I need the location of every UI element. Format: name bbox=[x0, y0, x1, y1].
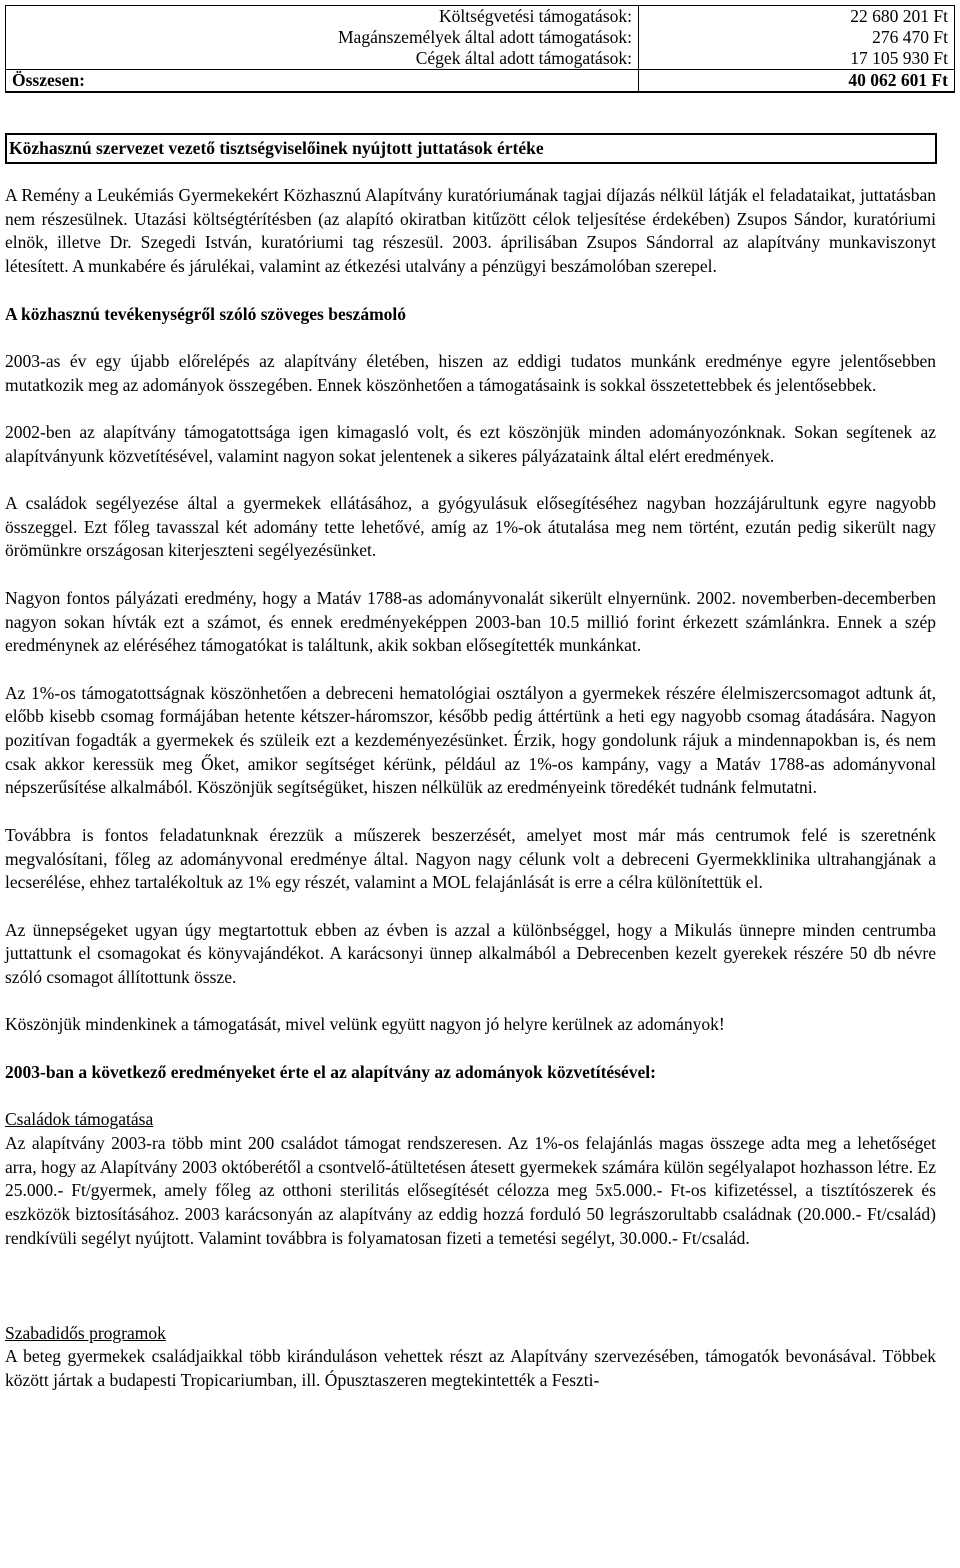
row-value: 276 470 Ft bbox=[639, 27, 955, 48]
report-paragraph: Nagyon fontos pályázati eredmény, hogy a Matáv 1788-as adományvonalát sikerült elnyernünk. 2002. novemberben-decemberben nagyon sokan hívták ezt a számot, és ennek eredményeképpen 2003-ban 10.5 millió forint érkezett számlánkra. Ennek a szép eredménynek az eléréséhez támogatókat is találtunk, akik sokban elősegítették munkánkat. bbox=[5, 587, 936, 656]
total-label: Összesen: bbox=[6, 70, 639, 93]
table-row bbox=[6, 6, 955, 28]
officer-benefits-heading: Közhasznú szervezet vezető tisztségviselőinek nyújtott juttatások értéke bbox=[5, 133, 937, 164]
table-row bbox=[6, 27, 955, 48]
results-heading: 2003-ban a következő eredményeket érte el az alapítvány az adományok közvetítésével: bbox=[5, 1061, 656, 1082]
table-row bbox=[6, 48, 955, 70]
report-paragraph: A családok segélyezése által a gyermekek ellátásához, a gyógyulásuk elősegítéséhez nagyban hozzájárultunk egyre nagyobb összeggel. Ezt főleg tavasszal két adomány tette lehetővé, amíg az 1%-ok átutalása meg nem történt, ezután pedig sikerült nagy örömünkre országosan kiterjeszteni segélyezésünket. bbox=[5, 493, 936, 561]
family-support-text: Az alapítvány 2003-ra több mint 200 családot támogat rendszeresen. Az 1%-os felajánlás magas összege adta meg a lehetőséget arra, hogy az Alapítvány 2003 októberétől a csontvelő-átültetésen átesett gyermekek számára külön segélyalapot hozhasson létre. Ez 25.000.- Ft/gyermek, amely főleg az otthoni sterilitás elősegítését célozza meg 5x5.000.- Ft-os kifizetéssel, a tisztítószerek és eszközök biztosításához. 2003 karácsonyán az alapítvány az eddig hozzá forduló 50 legrászorultabb családnak (20.000.- Ft/család) rendkívüli segélyt nyújtott. Valamint továbbra is folyamatosan fizeti a temetési segélyt, 30.000.- Ft/család. bbox=[5, 1132, 936, 1248]
report-paragraph: Az 1%-os támogatottságnak köszönhetően a debreceni hematológiai osztályon a gyermekek részére élelmiszercsomagot adtunk át, előbb kisebb csomag formájában hetente kétszer-háromszor, később pedig áttértünk a heti egy nagyobb csomag átadására. Nagyon pozitívan fogadták a gyermekek és szüleik ezt a kezdeményezésünket. Érzik, hogy gondolunk rájuk a mindennapokban is, és nem csak akkor keressük meg Őket, amikor segítséget kérünk, például az 1%-os kampány, vagy a Matáv 1788-as adományvonal népszerűsítése alkalmából. Köszönjük segítségüket, hiszen nélkülük az eredményeink töredékét tudnánk felmutatni. bbox=[5, 682, 936, 798]
report-paragraph: Köszönjük mindenkinek a támogatását, mivel velünk együtt nagyon jó helyre kerülnek az adományok! bbox=[5, 1014, 725, 1035]
free-time-text: A beteg gyermekek családjaikkal több kiránduláson vehettek részt az Alapítvány szervezésében, támogatók bevonásával. Többek között jártak a budapesti Tropicariumban, ill. Ópusztaszeren megtekintették a Feszti- bbox=[5, 1346, 936, 1390]
free-time-title: Szabadidős programok bbox=[5, 1322, 166, 1343]
total-value: 40 062 601 Ft bbox=[639, 70, 955, 93]
row-label: Cégek által adott támogatások: bbox=[6, 48, 639, 70]
report-heading: A közhasznú tevékenységről szóló szöveges beszámoló bbox=[5, 303, 407, 324]
document-body bbox=[5, 184, 936, 1393]
support-summary-table bbox=[5, 5, 955, 93]
report-paragraph: Az ünnepségeket ugyan úgy megtartottuk ebben az évben is azzal a különbséggel, hogy a Mikulás ünnepre minden centrumba juttattunk el csomagokat és könyvajándékot. A karácsonyi ünnep alkalmából a Debrecenben kezelt gyerekek részére 50 db névre szóló csomagot állítottunk össze. bbox=[5, 919, 936, 988]
row-label: Költségvetési támogatások: bbox=[6, 6, 639, 28]
family-support-title: Családok támogatása bbox=[5, 1109, 154, 1130]
total-row bbox=[6, 70, 955, 93]
report-paragraph: 2003-as év egy újabb előrelépés az alapítvány életében, hiszen az eddigi tudatos munkánk eredménye egyre jelentősebben mutatkozik meg az adományok összegében. Ennek köszönhetően a támogatásaink is sokkal összetettebbek és jelentősebbek. bbox=[5, 350, 936, 395]
row-label: Magánszemélyek által adott támogatások: bbox=[6, 27, 639, 48]
officer-benefits-paragraph: A Remény a Leukémiás Gyermekekért Közhasznú Alapítvány kuratóriumának tagjai díjazás nélkül látják el feladataikat, juttatásban nem részesülnek. Utazási költségtérítésben (az alapító okiratban kitűzött célok teljesítése érdekében) Zsupos Sándor, kuratóriumi elnök, illetve Dr. Szegedi István, kuratóriumi tag részesül. 2003. áprilisában Zsupos Sándorral az alapítvány munkaviszonyt létesített. A munkabére és járulékai, valamint az étkezési utalvány a pénzügyi beszámolóban szerepel. bbox=[5, 185, 936, 277]
row-value: 22 680 201 Ft bbox=[639, 6, 955, 28]
report-paragraph: 2002-ben az alapítvány támogatottsága igen kimagasló volt, és ezt köszönjük minden adományozónknak. Sokan segítenek az alapítványunk közvetítésével, valamint nagyon sokat jelentenek a sikeres pályázataink által elért eredmények. bbox=[5, 421, 936, 466]
report-paragraph: Továbbra is fontos feladatunknak érezzük a műszerek beszerzését, amelyet most már más centrumok felé is szeretnénk megvalósítani, főleg az adományvonal eredménye által. Nagyon nagy célunk volt a debreceni Gyermekklinika ultrahangjának a lecserélése, ehhez tartalékoltuk az 1% egy részét, valamint a MOL felajánlását is erre a célra különítettük el. bbox=[5, 824, 936, 893]
row-value: 17 105 930 Ft bbox=[639, 48, 955, 70]
